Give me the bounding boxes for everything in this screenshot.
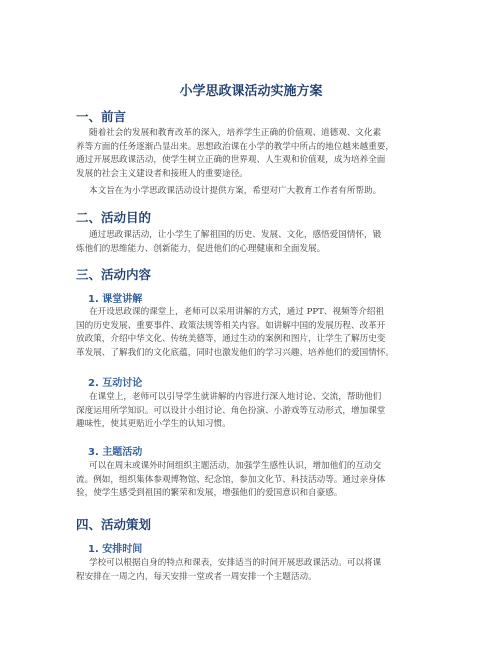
paragraph-discussion	[76, 391, 428, 432]
paragraph-preface-2	[76, 185, 428, 199]
text-line: 国的历史发展、重要事件、政策法规等相关内容。如讲解中国的发展历程、改革开	[76, 320, 386, 331]
paragraph-theme-activity	[76, 460, 428, 501]
text-line: 在开设思政课的课堂上，老师可以采用讲解的方式，通过 PPT、视频等介绍祖	[89, 307, 385, 317]
text-line: 通过思政课活动，让小学生了解祖国的历史、发展、文化，感悟爱国情怀，锻	[89, 230, 382, 240]
subheading-discussion: 2. 互动讨论	[88, 378, 143, 389]
section-heading-content: 三、活动内容	[76, 267, 152, 282]
text-line: 随着社会的发展和教育改革的深入，培养学生正确的价值观、道德观、文化素	[89, 128, 382, 138]
text-line: 本文旨在为小学思政课活动设计提供方案，希望对广大教育工作者有所帮助。	[89, 186, 382, 196]
text-line: 深度运用所学知识。可以设计小组讨论、角色扮演、小游戏等互动形式，增加课堂	[76, 405, 386, 416]
text-line: 可以在周末或课外时间组织主题活动，加强学生感性认识，增加他们的互动交	[89, 461, 382, 471]
subheading-theme-activity: 3. 主题活动	[88, 447, 143, 458]
text-line: 程安排在一周之内，每天安排一堂或者一周安排一个主题活动。	[76, 571, 317, 582]
paragraph-lecture	[76, 306, 428, 360]
text-line: 在课堂上，老师可以引导学生就讲解的内容进行深入地讨论、交流，帮助他们	[89, 392, 382, 402]
text-line: 流。例如，组织集体参观博物馆、纪念馆，参加文化节、科技活动等。通过亲身体	[76, 474, 386, 485]
text-line: 发展的社会主义建设者和接班人的重要途径。	[76, 168, 248, 179]
text-line: 验，使学生感受到祖国的繁荣和发展，增强他们的爱国意识和自豪感。	[76, 488, 343, 498]
paragraph-schedule	[76, 557, 428, 584]
text-line: 学校可以根据自身的特点和课表，安排适当的时间开展思政课活动。可以将课	[89, 558, 382, 568]
subheading-schedule: 1. 安排时间	[88, 544, 143, 555]
section-heading-preface: 一、前言	[76, 109, 127, 124]
text-line: 炼他们的思维能力、创新能力，促进他们的心理健康和全面发展。	[76, 243, 326, 254]
text-line: 趣味性，使其更贴近小学生的认知习惯。	[76, 419, 231, 429]
document-title: 小学思政课活动实施方案	[179, 84, 323, 99]
text-line: 养等方面的任务逐渐凸显出来。思想政治课在小学的教学中所占的地位越来越重要，	[76, 141, 394, 152]
paragraph-purpose	[76, 229, 428, 256]
section-heading-purpose: 二、活动目的	[76, 210, 152, 225]
section-heading-planning: 四、活动策划	[76, 517, 152, 532]
text-line: 通过开展思政课活动，使学生树立正确的世界观、人生观和价值观，成为培养全面	[76, 155, 386, 165]
text-line: 革发展、了解我们的文化底蕴，同时也激发他们的学习兴趣、培养他们的爱国情怀。	[76, 347, 394, 358]
text-line: 放政策，介绍中华文化、传统美德等，通过生动的案例和图片，让学生了解历史变	[76, 334, 386, 344]
subheading-lecture: 1. 课堂讲解	[88, 294, 143, 305]
paragraph-preface-1	[76, 127, 428, 181]
